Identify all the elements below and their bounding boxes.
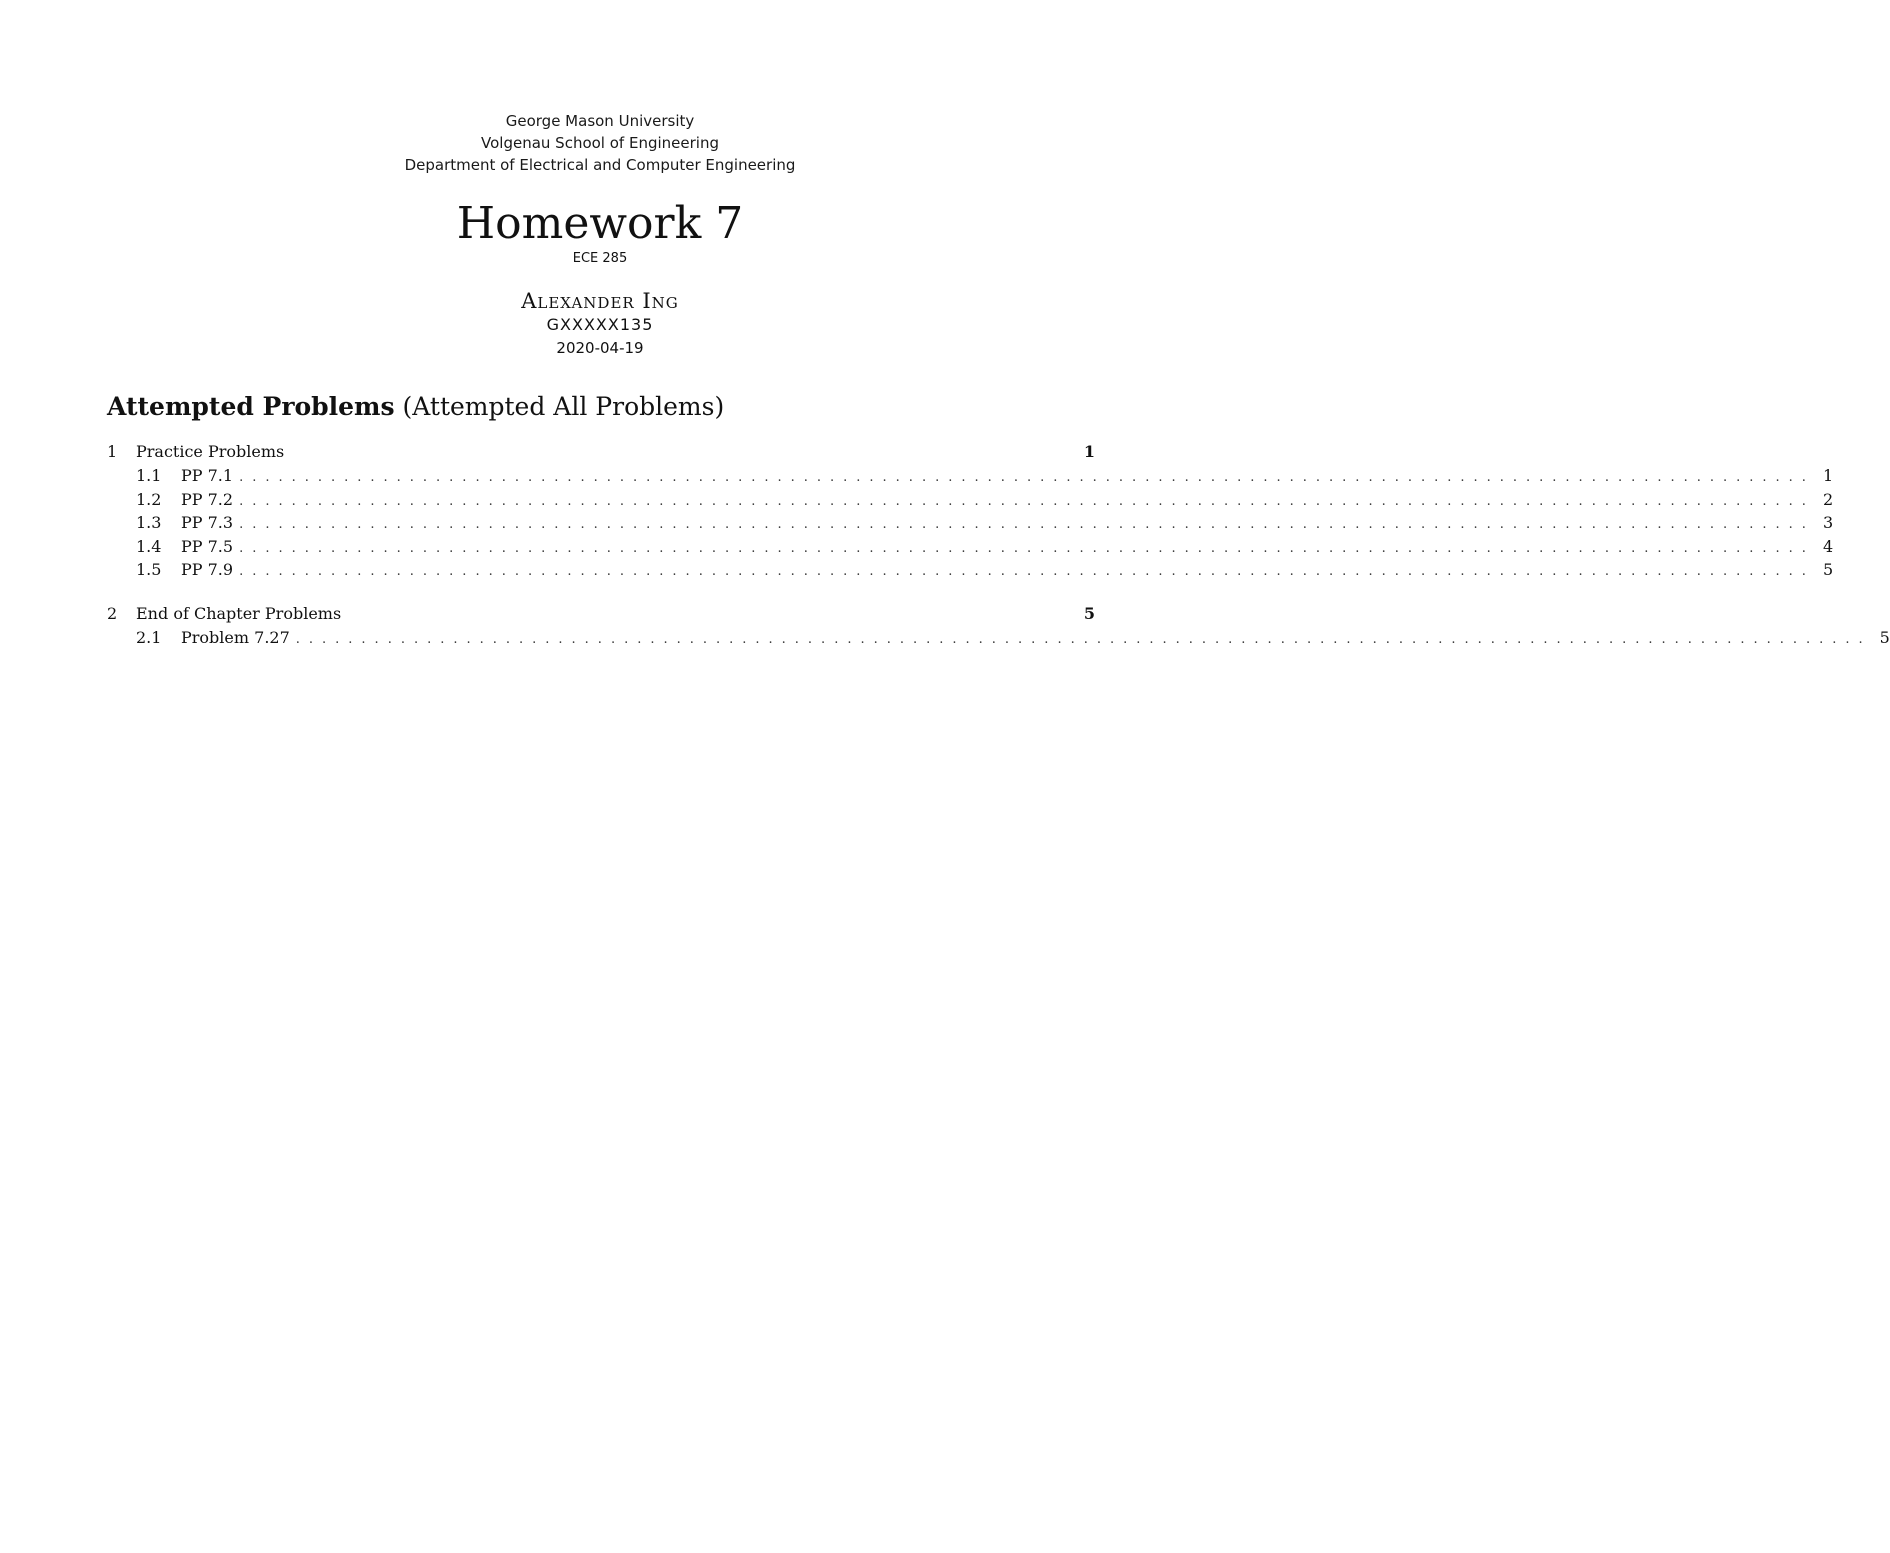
attempted-heading-note: (Attempted All Problems) <box>402 392 725 421</box>
toc-subsection-page: 1 <box>1822 466 1834 485</box>
toc-section[interactable] <box>107 602 1095 626</box>
toc-subsection-page: 5 <box>1822 560 1834 579</box>
toc-leader-dots: ........................................................................................................................ <box>295 631 1872 647</box>
toc-leader-dots: ........................................................................................................................ <box>239 517 1815 532</box>
toc-section-page: 5 <box>1083 603 1095 623</box>
toc-subsection-label: PP 7.2 <box>181 489 234 509</box>
author-name: Alexander Ing <box>521 289 679 313</box>
toc-subsection-page: 5 <box>1879 627 1890 647</box>
toc-subsection[interactable] <box>107 511 1834 535</box>
toc-subsection-label: PP 7.3 <box>181 513 234 532</box>
student-id: GXXXXX135 <box>546 315 654 334</box>
toc-section-gap <box>107 582 1095 602</box>
toc-subsection[interactable] <box>107 558 1834 582</box>
toc-section-label: Practice Problems <box>136 442 285 461</box>
toc-section[interactable] <box>107 440 1095 464</box>
title-block <box>0 110 1200 360</box>
toc-subsection[interactable] <box>107 464 1834 488</box>
attempted-problems-heading <box>107 390 724 424</box>
toc-section-page: 1 <box>1083 442 1095 461</box>
toc-subsection-label: PP 7.5 <box>181 536 234 556</box>
department-name: Department of Electrical and Computer Engineering <box>404 156 796 174</box>
toc-subsection[interactable] <box>107 535 1834 559</box>
toc-subsection-label: PP 7.1 <box>181 466 234 485</box>
toc-leader-dots: ........................................................................................................................ <box>239 493 1815 509</box>
toc-section-label: End of Chapter Problems <box>136 603 342 623</box>
university-name: George Mason University <box>505 112 695 130</box>
document-title: Homework 7 <box>456 198 744 249</box>
toc-subsection-number: 1.1 <box>136 466 162 485</box>
toc-subsection[interactable] <box>107 488 1834 512</box>
toc-section-number: 2 <box>107 603 118 623</box>
course-code: ECE 285 <box>572 251 628 266</box>
toc-subsection-page: 4 <box>1822 536 1834 556</box>
toc-subsection-number: 2.1 <box>136 627 162 647</box>
document-date: 2020-04-19 <box>556 339 644 357</box>
toc-subsection-page: 3 <box>1822 513 1834 532</box>
attempted-heading-bold: Attempted Problems <box>107 392 395 421</box>
toc-leader-dots: ........................................................................................................................ <box>239 540 1815 556</box>
toc-subsection-number: 1.4 <box>136 536 162 556</box>
toc-leader-dots: ........................................................................................................................ <box>239 564 1815 579</box>
toc-subsection-number: 1.3 <box>136 513 162 532</box>
toc-subsection-number: 1.5 <box>136 560 162 579</box>
toc-subsection-page: 2 <box>1822 489 1834 509</box>
toc-subsection-label: Problem 7.27 <box>181 627 290 647</box>
toc-subsection-number: 1.2 <box>136 489 162 509</box>
toc-subsection[interactable] <box>107 626 1890 650</box>
table-of-contents <box>107 440 1890 649</box>
school-name: Volgenau School of Engineering <box>481 134 719 152</box>
toc-subsection-label: PP 7.9 <box>181 560 234 579</box>
toc-leader-dots: ........................................................................................................................ <box>239 470 1815 485</box>
toc-section-number: 1 <box>107 442 118 461</box>
